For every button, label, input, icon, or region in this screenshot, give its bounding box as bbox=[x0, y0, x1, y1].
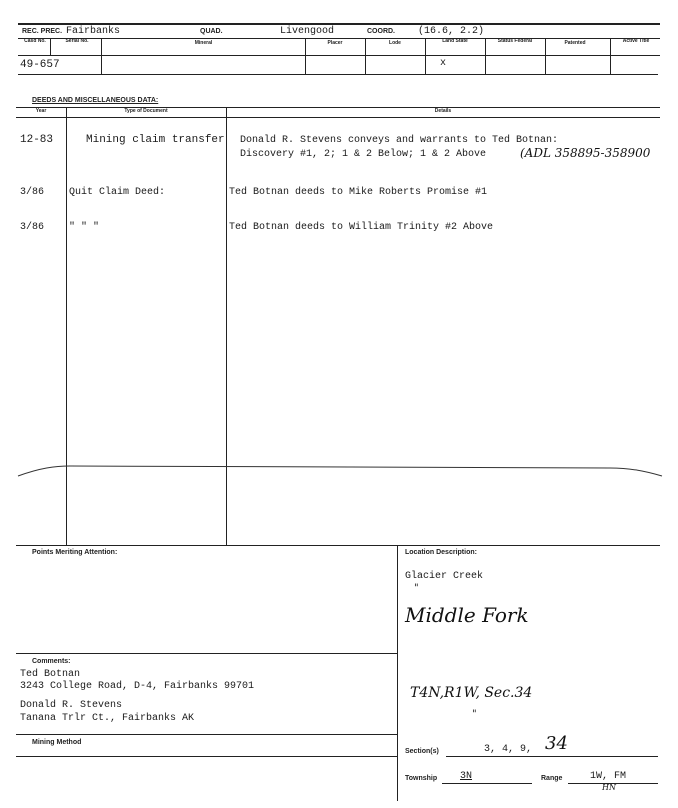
entry-year: 3/86 bbox=[20, 187, 45, 198]
entry-detail: Donald R. Stevens conveys and warrants to Ted Botnan: bbox=[240, 135, 559, 146]
deeds-top-rule bbox=[16, 107, 660, 108]
divider bbox=[545, 38, 546, 74]
entry-type: " " " bbox=[69, 222, 100, 233]
sections-underline bbox=[446, 756, 658, 757]
sections-value: 3, 4, 9, bbox=[484, 744, 533, 755]
entry-detail: Ted Botnan deeds to William Trinity #2 Above bbox=[229, 222, 494, 233]
coord-label: COORD. bbox=[367, 28, 395, 35]
bottom-section bbox=[0, 545, 678, 808]
col-casd-no: Casd No. bbox=[24, 38, 46, 44]
mining-method-rule bbox=[16, 756, 397, 757]
township-label: Township bbox=[405, 775, 438, 782]
location-handwritten-township: T4N,R1W, Sec.34 bbox=[410, 685, 533, 701]
range-handwritten: HN bbox=[602, 783, 616, 792]
coord-value: (16.6, 2.2) bbox=[418, 26, 485, 37]
col-land-state: Land State bbox=[442, 38, 468, 44]
range-value: 1W, FM bbox=[590, 771, 627, 782]
col-patented: Patented bbox=[564, 40, 586, 46]
col-serial-no: Serial No. bbox=[65, 38, 89, 44]
mining-method-top-rule bbox=[16, 734, 397, 735]
comment-line: 3243 College Road, D-4, Fairbanks 99701 bbox=[20, 681, 255, 692]
col-mineral: Mineral bbox=[194, 40, 213, 46]
quad-value: Livengood bbox=[280, 26, 335, 37]
header-rule bbox=[18, 38, 660, 39]
entry-type: Quit Claim Deed: bbox=[69, 187, 166, 198]
range-label: Range bbox=[541, 775, 563, 782]
mining-method-label: Mining Method bbox=[32, 739, 82, 746]
divider bbox=[50, 38, 51, 56]
comments-top-rule bbox=[16, 653, 397, 654]
township-value: 3N bbox=[460, 771, 473, 782]
header-section bbox=[0, 0, 678, 80]
location-handwritten: Middle Fork bbox=[405, 603, 529, 627]
col-status-federal: Status Federal bbox=[497, 38, 533, 44]
col-details: Details bbox=[434, 108, 452, 114]
col-lode: Lode bbox=[389, 40, 401, 46]
deeds-title: DEEDS AND MISCELLANEOUS DATA: bbox=[32, 97, 159, 104]
divider bbox=[365, 38, 366, 74]
rec-prec-value: Fairbanks bbox=[66, 26, 121, 37]
quad-label: QUAD. bbox=[200, 28, 223, 35]
comment-line: Ted Botnan bbox=[20, 669, 81, 680]
location-ditto-mark-2: " bbox=[472, 709, 477, 720]
entry-year: 12-83 bbox=[20, 134, 54, 146]
points-label: Points Meriting Attention: bbox=[32, 549, 118, 556]
divider bbox=[425, 38, 426, 74]
comment-line: Tanana Trlr Ct., Fairbanks AK bbox=[20, 713, 195, 724]
land-state-mark: x bbox=[440, 58, 447, 69]
deeds-section bbox=[0, 90, 678, 545]
col-active-title: Active Title bbox=[622, 38, 650, 44]
comments-label: Comments: bbox=[32, 658, 71, 665]
divider bbox=[485, 38, 486, 74]
col-year: Year bbox=[35, 108, 47, 114]
entry-year: 3/86 bbox=[20, 222, 45, 233]
entry-type: Mining claim transfer bbox=[86, 134, 225, 146]
deeds-header-rule bbox=[16, 117, 660, 118]
casd-no-value: 49-657 bbox=[20, 59, 60, 71]
col-type: Type of Document bbox=[124, 108, 168, 114]
entry-detail-2: Discovery #1, 2; 1 & 2 Below; 1 & 2 Above bbox=[240, 149, 487, 160]
entry-detail: Ted Botnan deeds to Mike Roberts Promise #1 bbox=[229, 187, 488, 198]
header-bottom-rule bbox=[18, 74, 658, 75]
sections-label: Section(s) bbox=[405, 748, 439, 755]
location-label: Location Description: bbox=[405, 549, 477, 556]
col-placer: Placer bbox=[327, 40, 343, 46]
location-ditto-mark: " bbox=[414, 583, 419, 594]
township-underline bbox=[442, 783, 532, 784]
page-fold-line bbox=[0, 462, 678, 482]
divider bbox=[610, 38, 611, 74]
header-row-rule bbox=[18, 55, 660, 56]
location-typed: Glacier Creek bbox=[405, 571, 484, 582]
divider bbox=[305, 38, 306, 74]
rec-prec-label: REC. PREC. bbox=[22, 28, 63, 35]
entry-handwritten-note: (ADL 358895-358900 bbox=[520, 146, 651, 160]
divider bbox=[101, 38, 102, 74]
sections-handwritten: 34 bbox=[545, 733, 568, 754]
bottom-vertical-divider bbox=[397, 545, 398, 801]
comment-line: Donald R. Stevens bbox=[20, 700, 123, 711]
header-top-rule bbox=[18, 23, 660, 25]
